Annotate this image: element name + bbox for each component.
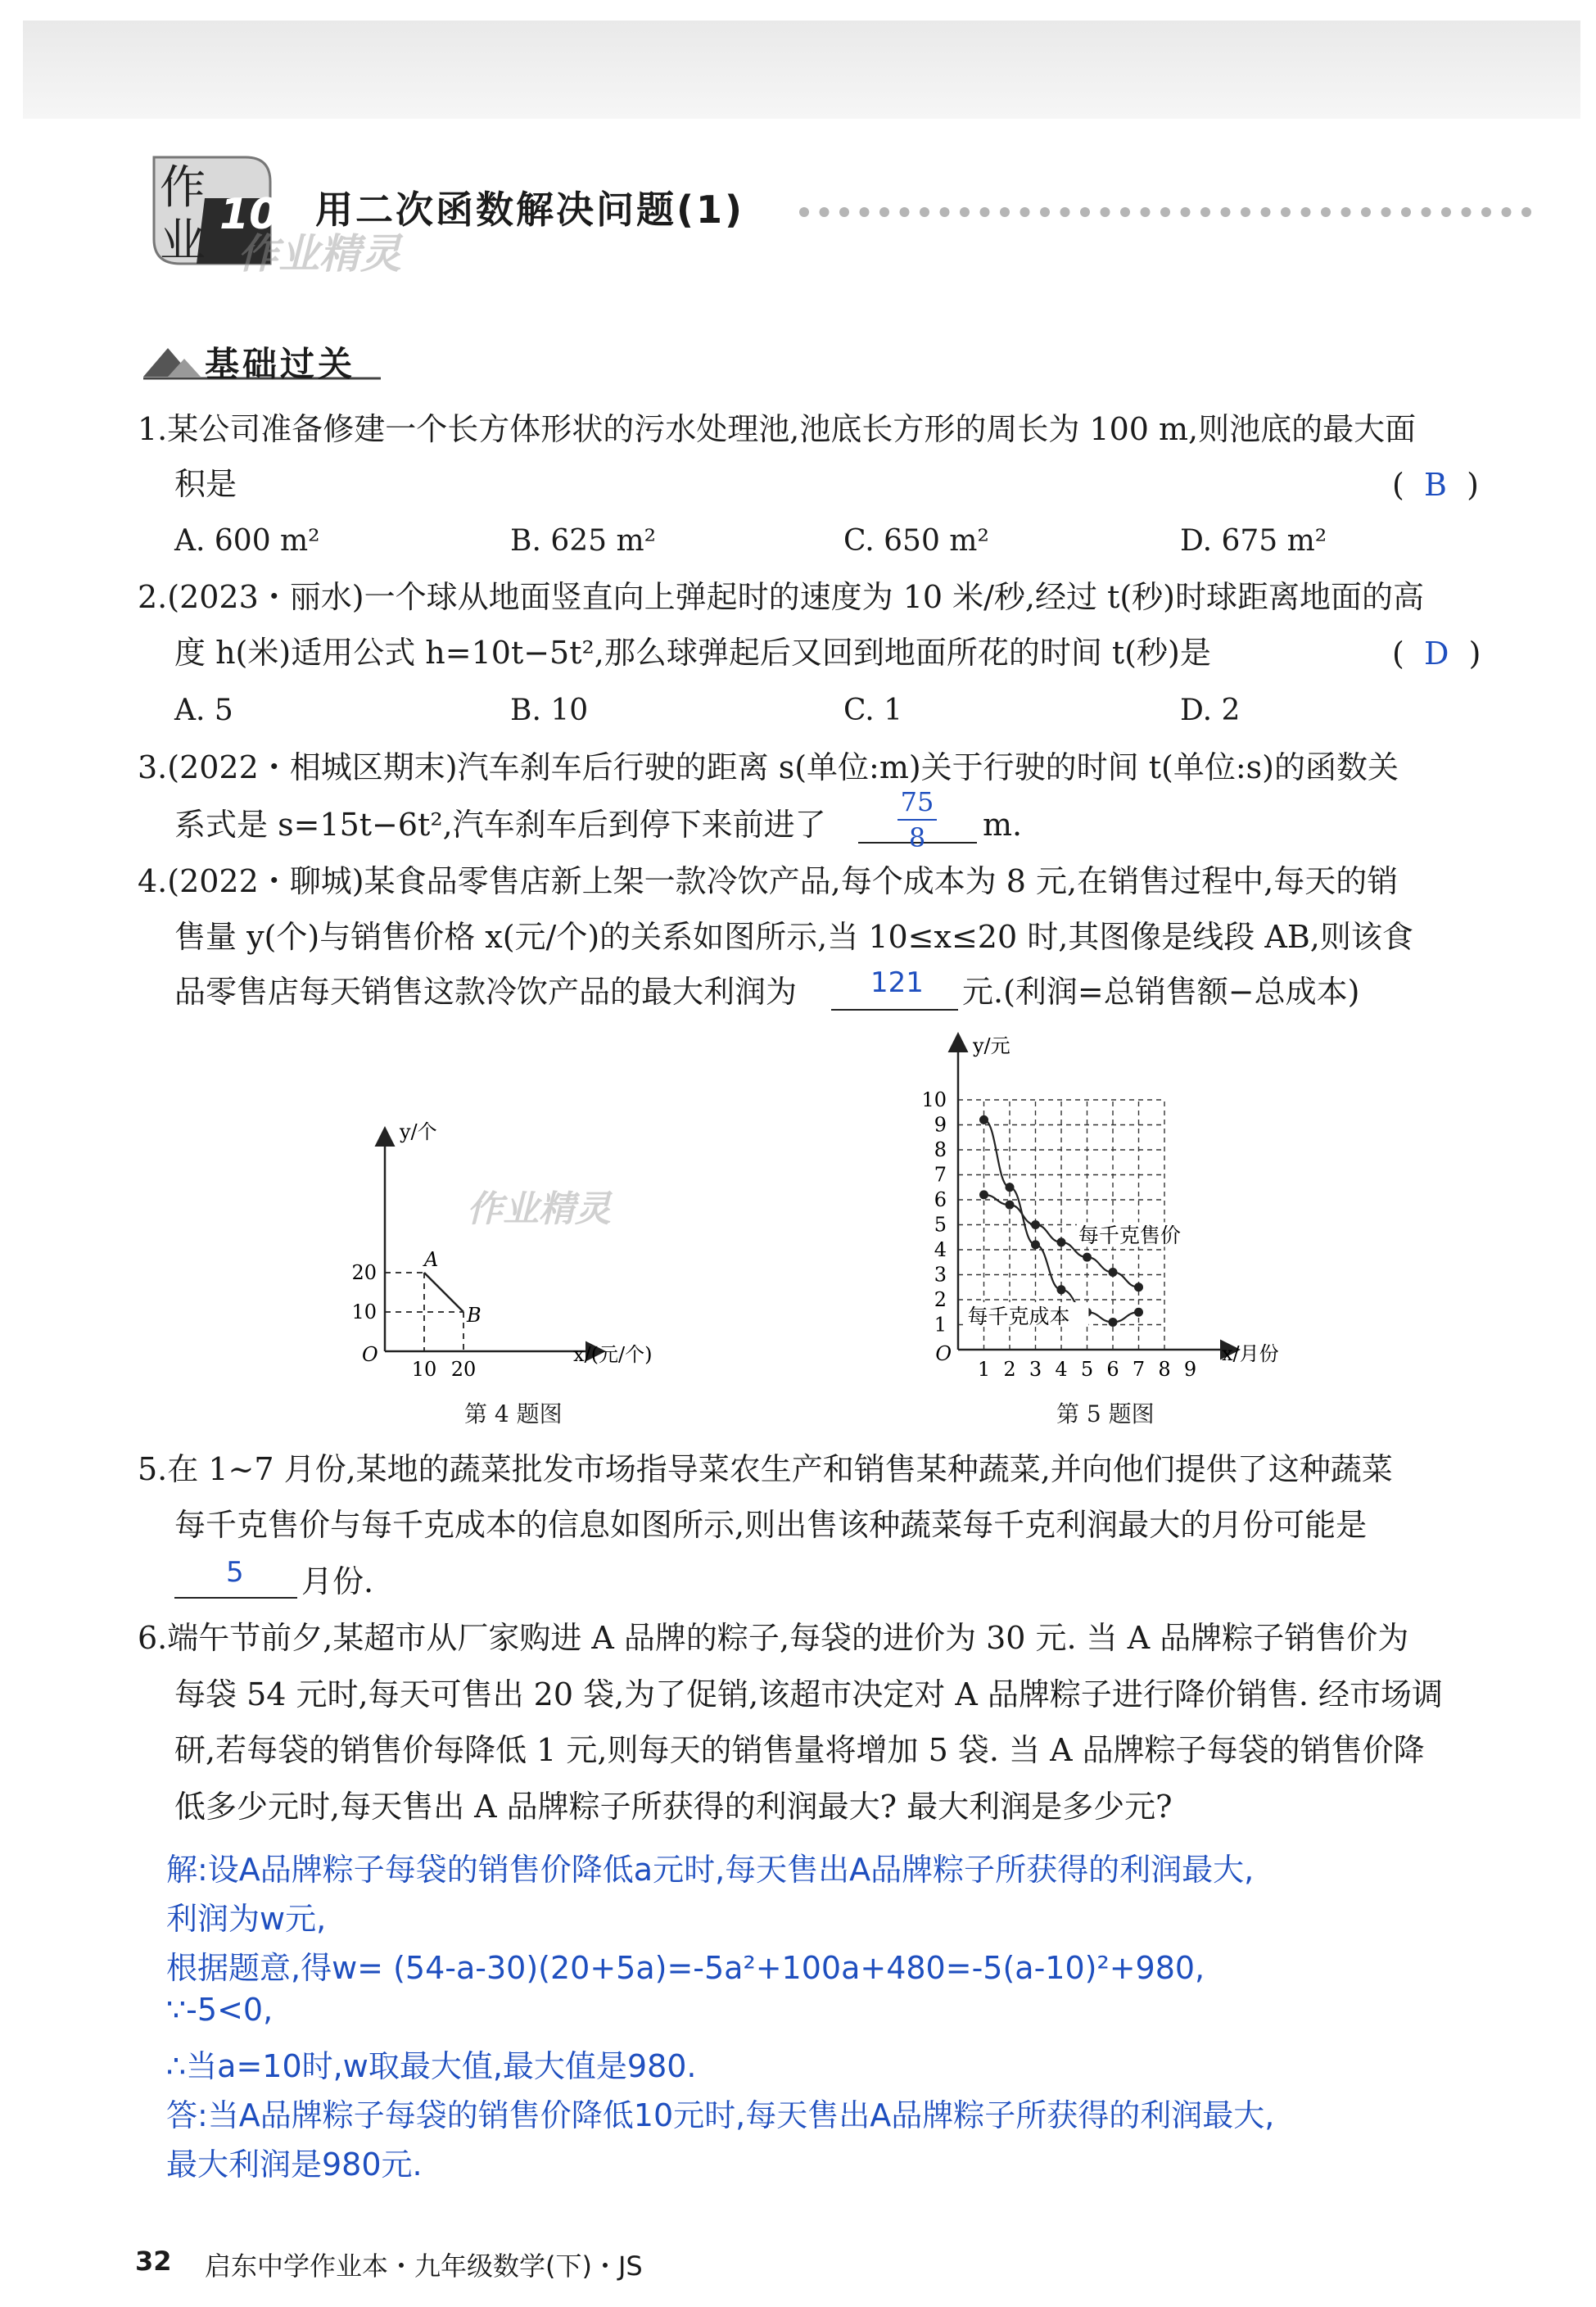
solution-line-7: 最大利润是980元.: [166, 2146, 423, 2183]
fig5-y-tick: 4: [934, 1238, 947, 1261]
page-number: 32: [135, 2246, 172, 2277]
fig5-x-tick: 7: [1132, 1358, 1146, 1381]
fig5-point-price: [1134, 1282, 1143, 1291]
title-dot: [1361, 207, 1371, 217]
solution-line-4: ∵-5<0,: [166, 1992, 274, 2028]
fig5-point-cost: [1134, 1308, 1143, 1317]
fig5-x-tick: 6: [1106, 1358, 1119, 1381]
solution-line-2: 利润为w元,: [166, 1901, 327, 1937]
q3-answer-numerator: 75: [900, 786, 934, 817]
solution-line-6: 答:当A品牌粽子每袋的销售价降低10元时,每天售出A品牌粽子所获得的利润最大,: [166, 2097, 1275, 2133]
badge-char-1: 作: [160, 161, 206, 215]
fig5-series-label-cost: 每千克成本: [967, 1304, 1070, 1328]
title-dot: [1441, 207, 1451, 217]
title-dot: [1422, 207, 1431, 217]
fig5-point-price: [1057, 1237, 1066, 1246]
fig5-y-label: y/元: [973, 1034, 1010, 1057]
title-dot: [1261, 207, 1271, 217]
fig5-x-tick: 4: [1055, 1358, 1068, 1381]
title-dot: [879, 207, 889, 217]
title-dot: [1141, 207, 1151, 217]
title-dot: [940, 207, 950, 217]
q5-line-3-end: 月份.: [301, 1563, 374, 1599]
title-dot: [980, 207, 990, 217]
page-title: 用二次函数解决问题(1): [315, 188, 745, 232]
title-dot: [1000, 207, 1010, 217]
fig4-x-tick: 10: [411, 1358, 437, 1381]
title-dot: [1160, 207, 1170, 217]
title-dot: [1020, 207, 1030, 217]
fig5-caption: 第 5 题图: [1056, 1400, 1155, 1427]
fig5-y-tick: 8: [934, 1138, 947, 1161]
q2-option-c: C. 1: [843, 694, 903, 727]
fig4-x-label: x/(元/个): [573, 1343, 653, 1366]
q3-line-2-end: m.: [983, 807, 1023, 843]
fig4-y-label: y/个: [400, 1120, 437, 1143]
q5-line-2: 每千克售价与每千克成本的信息如图所示,则出售该种蔬菜每千克利润最大的月份可能是: [174, 1507, 1368, 1543]
q1-option-d: D. 675 m²: [1180, 524, 1327, 558]
fig4-x-tick: 20: [450, 1358, 477, 1381]
title-dot: [1060, 207, 1070, 217]
fig5-point-price: [1109, 1268, 1118, 1277]
title-dot: [1401, 207, 1411, 217]
q3-answer-denominator: 8: [908, 822, 926, 853]
q4-line-2: 售量 y(个)与销售价格 x(元/个)的关系如图所示,当 10≤x≤20 时,其图像是线段 AB,则该食: [174, 919, 1413, 955]
fig5-point-price: [979, 1190, 988, 1199]
figure-4-chart: [344, 1114, 704, 1392]
title-dot: [1502, 207, 1512, 217]
q3-answer-fraction: [893, 786, 942, 853]
fig5-y-tick: 2: [934, 1288, 947, 1311]
fig5-x-label: x/月份: [1222, 1342, 1279, 1365]
fig4-y-tick: 10: [351, 1301, 377, 1323]
q3-fraction-bar: [897, 819, 937, 821]
title-dot: [1181, 207, 1191, 217]
page-top-shadow: [23, 20, 1580, 119]
q4-line-1: 4.(2022・聊城)某食品零售店新上架一款冷饮产品,每个成本为 8 元,在销售过程中,每天的销: [138, 863, 1399, 899]
title-dot: [820, 207, 830, 217]
q5-answer: 5: [226, 1556, 244, 1589]
fig5-x-tick: 2: [1003, 1358, 1016, 1381]
fig5-y-tick: 7: [934, 1163, 947, 1187]
title-dot: [1321, 207, 1331, 217]
fig5-x-tick: 9: [1183, 1358, 1197, 1381]
fig5-point-cost: [1031, 1240, 1040, 1249]
fig4-y-tick: 20: [351, 1261, 377, 1284]
fig4-point-label-a: A: [424, 1248, 439, 1271]
title-dot: [1481, 207, 1491, 217]
q4-line-3-end: 元.(利润=总销售额−总成本): [962, 974, 1360, 1010]
q1-option-c: C. 650 m²: [843, 524, 989, 558]
fig5-point-cost: [979, 1115, 988, 1124]
fig5-point-cost: [1006, 1183, 1015, 1192]
fig5-x-tick: 8: [1158, 1358, 1171, 1381]
watermark-header: 作业精灵: [237, 230, 401, 278]
solution-line-5: ∴当a=10时,w取最大值,最大值是980.: [166, 2048, 697, 2084]
title-dot: [799, 207, 809, 217]
fig5-y-tick: 3: [934, 1263, 947, 1287]
fig4-point-label-b: B: [467, 1304, 482, 1327]
q2-option-b: B. 10: [510, 694, 589, 727]
title-dot: [1341, 207, 1351, 217]
q2-option-d: D. 2: [1180, 694, 1241, 727]
title-dot: [1200, 207, 1210, 217]
q5-blank: [174, 1597, 297, 1599]
title-dot: [1120, 207, 1130, 217]
q3-line-2: 系式是 s=15t−6t²,汽车刹车后到停下来前进了: [174, 807, 826, 843]
q1-option-b: B. 625 m²: [510, 524, 657, 558]
figure-5-chart: [909, 1028, 1318, 1388]
fig5-point-price: [1006, 1201, 1015, 1210]
fig5-x-tick: 3: [1029, 1358, 1042, 1381]
title-dot-rule: [798, 206, 1544, 218]
fig4-origin: O: [362, 1343, 378, 1366]
fig5-point-cost: [1109, 1318, 1118, 1327]
title-dot: [1221, 207, 1231, 217]
section-title: 基础过关: [205, 344, 356, 384]
title-dot: [960, 207, 970, 217]
title-dot: [1462, 207, 1472, 217]
title-dot: [920, 207, 929, 217]
watermark-figure: 作业精灵: [467, 1188, 611, 1230]
q1-answer-paren: ( B ): [1392, 467, 1479, 503]
fig5-point-price: [1083, 1253, 1092, 1262]
book-title: 启东中学作业本・九年级数学(下)・JS: [205, 2250, 643, 2282]
title-dot: [1521, 207, 1531, 217]
fig5-x-tick: 5: [1080, 1358, 1094, 1381]
title-dot: [860, 207, 870, 217]
title-dot: [900, 207, 910, 217]
q3-line-1: 3.(2022・相城区期末)汽车刹车后行驶的距离 s(单位:m)关于行驶的时间 t(单位:s)的函数关: [138, 749, 1399, 785]
q2-line-1: 2.(2023・丽水)一个球从地面竖直向上弹起时的速度为 10 米/秒,经过 t(秒)时球距离地面的高: [138, 579, 1425, 615]
q2-line-2: 度 h(米)适用公式 h=10t−5t²,那么球弹起后又回到地面所花的时间 t(秒)是: [174, 635, 1211, 671]
q5-line-1: 5.在 1~7 月份,某地的蔬菜批发市场指导菜农生产和销售某种蔬菜,并向他们提供了这种蔬菜: [138, 1451, 1393, 1487]
fig5-point-price: [1031, 1220, 1040, 1229]
title-dot: [1301, 207, 1311, 217]
fig5-point-cost: [1057, 1285, 1066, 1294]
q6-line-2: 每袋 54 元时,每天可售出 20 袋,为了促销,该超市决定对 A 品牌粽子进行降价销售. 经市场调: [174, 1676, 1444, 1712]
q6-line-3: 研,若每袋的销售价每降低 1 元,则每天的销售量将增加 5 袋. 当 A 品牌粽子每袋的销售价降: [174, 1732, 1425, 1768]
title-dot: [1101, 207, 1110, 217]
title-dot: [839, 207, 849, 217]
q1-line-1: 1.某公司准备修建一个长方体形状的污水处理池,池底长方形的周长为 100 m,则池底的最大面: [138, 411, 1417, 447]
solution-line-1: 解:设A品牌粽子每袋的销售价降低a元时,每天售出A品牌粽子所获得的利润最大,: [166, 1852, 1255, 1888]
fig5-y-tick: 5: [934, 1213, 947, 1237]
fig5-y-tick: 6: [934, 1188, 947, 1211]
title-dot: [1281, 207, 1291, 217]
q1-option-a: A. 600 m²: [174, 524, 320, 558]
solution-line-3: 根据题意,得w= (54-a-30)(20+5a)=-5a²+100a+480=-5(a-10)²+980,: [166, 1950, 1205, 1986]
title-dot: [1381, 207, 1391, 217]
q1-line-2: 积是: [174, 466, 237, 502]
fig5-y-tick: 1: [934, 1313, 947, 1337]
fig5-y-tick: 10: [921, 1088, 947, 1111]
fig4-segment-ab: [424, 1273, 463, 1312]
fig5-y-tick: 9: [934, 1113, 947, 1137]
q4-answer: 121: [870, 966, 924, 999]
q6-line-4: 低多少元时,每天售出 A 品牌粽子所获得的利润最大? 最大利润是多少元?: [174, 1789, 1173, 1825]
fig5-x-tick: 1: [977, 1358, 991, 1381]
badge-char-2: 业: [160, 215, 206, 268]
q2-option-a: A. 5: [174, 694, 233, 727]
q2-answer: D: [1423, 636, 1449, 672]
fig5-origin: O: [935, 1342, 952, 1365]
fig4-caption: 第 4 题图: [464, 1400, 563, 1427]
title-dot: [1040, 207, 1050, 217]
fig5-series-label-price: 每千克售价: [1078, 1223, 1181, 1247]
q2-answer-paren: ( D ): [1392, 636, 1481, 672]
badge-number: 10: [219, 190, 279, 239]
q1-answer: B: [1423, 467, 1447, 503]
q4-line-3: 品零售店每天销售这款冷饮产品的最大利润为: [174, 974, 798, 1010]
title-dot: [1241, 207, 1250, 217]
title-dot: [1080, 207, 1090, 217]
q6-line-1: 6.端午节前夕,某超市从厂家购进 A 品牌的粽子,每袋的进价为 30 元. 当 A 品牌粽子销售价为: [138, 1620, 1409, 1656]
q4-blank: [831, 1009, 958, 1011]
